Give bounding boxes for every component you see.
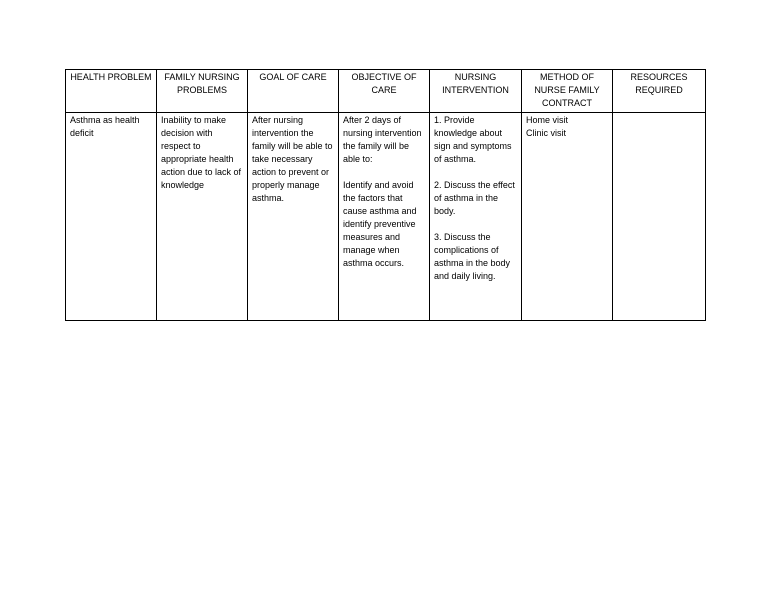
cell-resources-required — [613, 113, 706, 321]
family-nursing-care-plan-table — [65, 69, 706, 321]
family-nursing-problems-text: Inability to make decision with respect to appropriate health action due to lack of knowledge — [161, 115, 242, 190]
cell-health-problem — [66, 113, 157, 321]
health-problem-text: Asthma as health deficit — [70, 115, 140, 138]
header-objective-of-care: OBJECTIVE OF CARE — [339, 70, 430, 113]
cell-nursing-intervention — [430, 113, 522, 321]
header-nursing-intervention: NURSING INTERVENTION — [430, 70, 522, 113]
intervention-item-1: 1. Provide knowledge about sign and symptoms of asthma. — [434, 115, 512, 164]
cell-objective-of-care — [339, 113, 430, 321]
header-row — [66, 70, 706, 113]
objective-intro-text: After 2 days of nursing intervention the family will be able to: — [343, 115, 422, 164]
cell-goal-of-care — [248, 113, 339, 321]
header-resources-required: RESOURCES REQUIRED — [613, 70, 706, 113]
intervention-item-3: 3. Discuss the complications of asthma in the body and daily living. — [434, 232, 511, 281]
intervention-item-2: 2. Discuss the effect of asthma in the body. — [434, 180, 515, 216]
header-goal-of-care: GOAL OF CARE — [248, 70, 339, 113]
method-home-visit: Home visit — [526, 115, 569, 125]
method-clinic-visit: Clinic visit — [526, 128, 567, 138]
cell-method-of-contract — [522, 113, 613, 321]
header-health-problem: HEALTH PROBLEM — [66, 70, 157, 113]
header-family-nursing-problems: FAMILY NURSING PROBLEMS — [157, 70, 248, 113]
goal-of-care-text: After nursing intervention the family will be able to take necessary action to prevent or properly manage asthma. — [252, 115, 333, 203]
cell-family-nursing-problems — [157, 113, 248, 321]
header-method-of-contract: METHOD OF NURSE FAMILY CONTRACT — [522, 70, 613, 113]
table-row — [66, 113, 706, 321]
objective-detail-text: Identify and avoid the factors that cause asthma and identify preventive measures and manage when asthma occurs. — [343, 180, 417, 268]
